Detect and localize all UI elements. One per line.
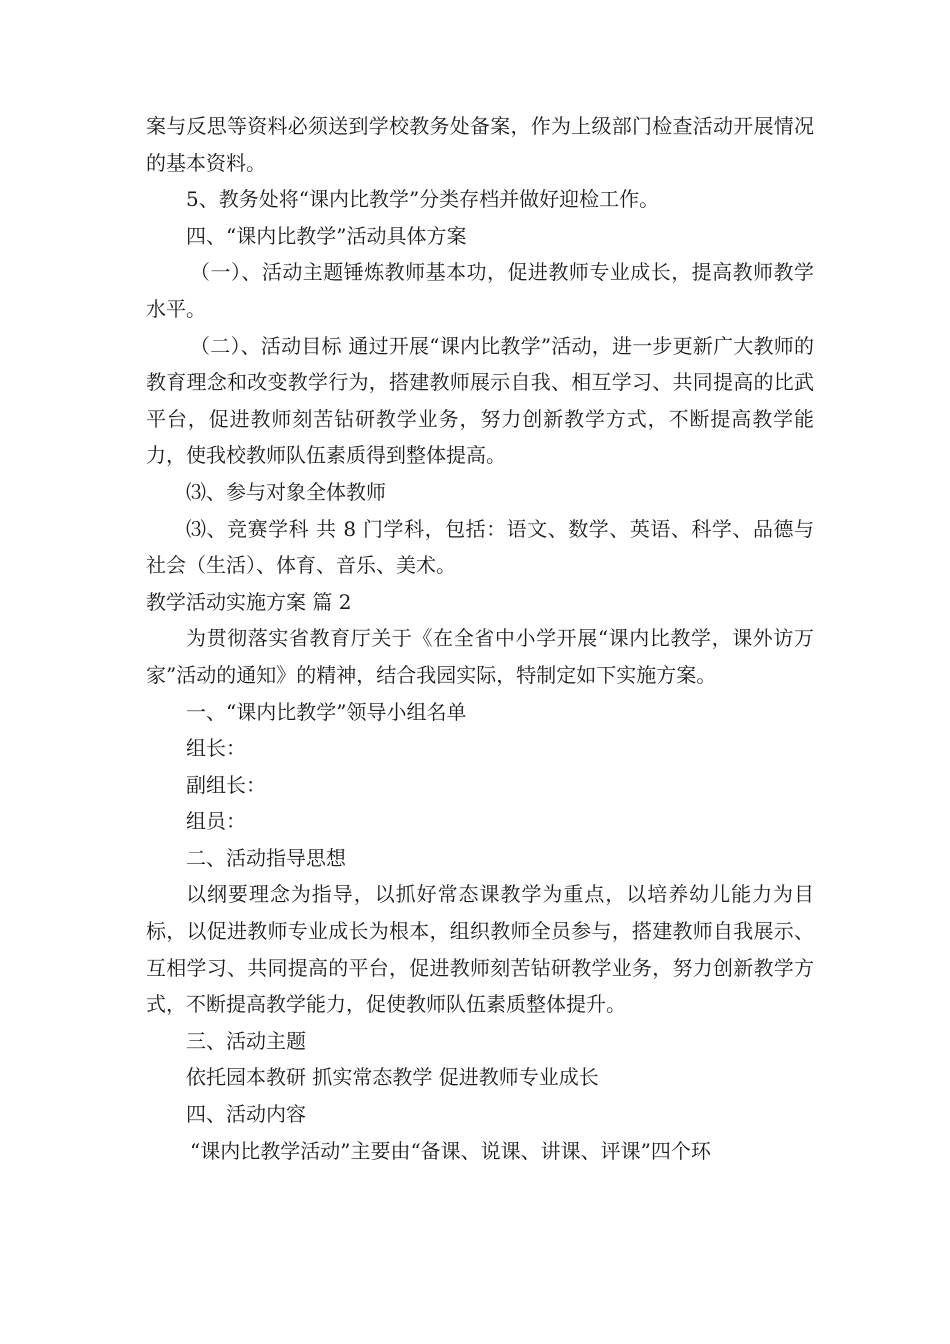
paragraph-theme: （一）、活动主题锤炼教师基本功，促进教师专业成长，提高教师教学水平。 (146, 260, 814, 321)
paragraph-content: “课内比教学活动”主要由“备课、说课、讲课、评课”四个环 (190, 1138, 711, 1163)
section-heading-leaders: 一、“课内比教学”领导小组名单 (186, 699, 467, 724)
field-members: 组员： (186, 809, 246, 834)
field-deputy-leader: 副组长： (186, 772, 266, 797)
paragraph-intro: 为贯彻落实省教育厅关于《在全省中小学开展“课内比教学，课外访万家”活动的通知》的精神，结合我园实际，特制定如下实施方案。 (146, 626, 814, 687)
paragraph-goal: （二）、活动目标 通过开展“课内比教学”活动，进一步更新广大教师的教育理念和改变教学行为，搭建教师展示自我、相互学习、共同提高的比武平台，促进教师刻苦钻研教学业务，努力创新教学方式，不断提高教学能力，使我校教师队伍素质得到整体提高。 (146, 333, 814, 468)
paragraph-archive-item: 5、教务处将“课内比教学”分类存档并做好迎检工作。 (186, 187, 660, 212)
section-heading-theme: 三、活动主题 (186, 1028, 306, 1053)
section-heading-content: 四、活动内容 (186, 1102, 306, 1127)
field-leader: 组长： (186, 736, 246, 761)
section-heading-guidance: 二、活动指导思想 (186, 845, 346, 870)
paragraph-subjects: ⑶、竞赛学科 共 8 门学科，包括：语文、数学、英语、科学、品德与社会（生活）、体育、音乐、美术。 (146, 516, 814, 578)
paragraph-continuation: 案与反思等资料必须送到学校教务处备案，作为上级部门检查活动开展情况的基本资料。 (146, 114, 814, 175)
section-heading-plan: 四、“课内比教学”活动具体方案 (186, 223, 467, 248)
document-body (146, 108, 814, 1169)
article-title-part-2: 教学活动实施方案 篇 2 (146, 589, 352, 614)
paragraph-theme-line: 依托园本教研 抓实常态教学 促进教师专业成长 (186, 1065, 599, 1090)
paragraph-participants: ⑶、参与对象全体教师 (186, 479, 386, 504)
paragraph-guidance: 以纲要理念为指导，以抓好常态课教学为重点，以培养幼儿能力为目标，以促进教师专业成长为根本，组织教师全员参与，搭建教师自我展示、互相学习、共同提高的平台，促进教师刻苦钻研教学业务，努力创新教学方式，不断提高教学能力，促使教师队伍素质整体提升。 (146, 882, 814, 1017)
